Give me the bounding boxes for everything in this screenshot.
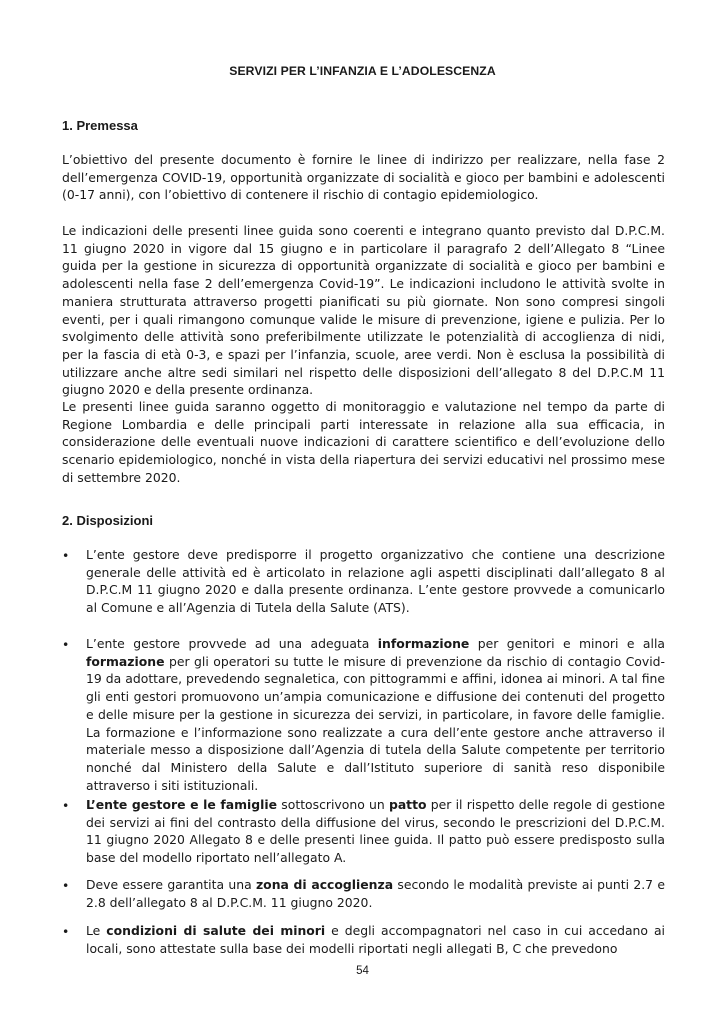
- bullet-marker: •: [62, 878, 70, 893]
- paragraph-indications: Le indicazioni delle presenti linee guida sono coerenti e integrano quanto previsto dal D.P.C.M. 11 giugno 2020 in vigore dal 15 giugno e in particolare il paragrafo 2 dell’Allegato 8 “Linee guida per la gestione in sicurezza di opportunità organizzate di socialità e gioco per bambini e adolescenti nella fase 2 dell’emergenza Covid-19”. Le indicazioni includono le attività svolte in maniera strutturata attraverso progetti pianificati su più giornate. Non sono compresi singoli eventi, per i quali rimangono comunque valide le misure di prevenzione, igiene e pulizia. Per lo svolgimento delle attività sono preferibilmente utilizzate le potenzialità di accoglienza di nidi, per la fascia di età 0-3, e spazi per l’infanzia, scuole, aree verdi. Non è esclusa la possibilità di utilizzare anche altre sedi similari nel rispetto delle disposizioni dell’allegato 8 del D.P.C.M 11 giugno 2020 e della presente ordinanza.: [62, 223, 665, 398]
- bullet-item: [62, 546, 665, 617]
- section-heading-premessa: 1. Premessa: [62, 118, 138, 133]
- bullet-marker: •: [62, 798, 70, 813]
- bullet-item: [62, 635, 665, 794]
- bullet-marker: •: [62, 548, 70, 563]
- bullet-item: [62, 876, 665, 911]
- bullet-text: L’ente gestore deve predisporre il progetto organizzativo che contiene una descrizione generale delle attività ed è articolato in relazione agli aspetti disciplinati dall’allegato 8 al D.P.C.M 11 giugno 2020 e dalla presente ordinanza. L’ente gestore provvede a comunicarlo al Comune e all’Agenzia di Tutela della Salute (ATS).: [86, 547, 665, 616]
- section-heading-disposizioni: 2. Disposizioni: [62, 513, 154, 528]
- document-title: SERVIZI PER L’INFANZIA E L’ADOLESCENZA: [229, 64, 496, 78]
- bullet-item: [62, 922, 665, 957]
- bullet-text: Deve essere garantita una zona di accoglienza secondo le modalità previste ai punti 2.7 e 2.8 dell’allegato 8 al D.P.C.M. 11 giugno 2020.: [86, 877, 665, 910]
- bullet-text: Le condizioni di salute dei minori e degli accompagnatori nel caso in cui accedano ai locali, sono attestate sulla base dei modelli riportati negli allegati B, C che prevedono: [86, 923, 665, 956]
- bullet-text: L’ente gestore e le famiglie sottoscrivono un patto per il rispetto delle regole di gestione dei servizi ai fini del contrasto della diffusione del virus, secondo le prescrizioni del D.P.C.M. 11 giugno 2020 Allegato 8 e delle presenti linee guida. Il patto può essere predisposto sulla base del modello riportato nell’allegato A.: [86, 797, 665, 866]
- paragraph-monitoring: Le presenti linee guida saranno oggetto di monitoraggio e valutazione nel tempo da parte di Regione Lombardia e delle principali parti interessate in relazione alla sua efficacia, in considerazione delle eventuali nuove indicazioni di carattere scientifico e dell’evoluzione dello scenario epidemiologico, nonché in vista della riapertura dei servizi educativi nel prossimo mese di settembre 2020.: [62, 399, 665, 485]
- bullet-marker: •: [62, 924, 70, 939]
- page-number: 54: [356, 965, 369, 977]
- bullet-text: L’ente gestore provvede ad una adeguata informazione per genitori e minori e alla formazione per gli operatori su tutte le misure di prevenzione da rischio di contagio Covid-19 da adottare, prevedendo segnaletica, con pittogrammi e affini, idonea ai minori. A tal fine gli enti gestori promuovono un’ampia comunicazione e diffusione dei contenuti del progetto e delle misure per la gestione in sicurezza dei servizi, in particolare, in favore delle famiglie. La formazione e l’informazione sono realizzate a cura dell’ente gestore anche attraverso il materiale messo a disposizione dall’Agenzia di tutela della Salute competente per territorio nonché dal Ministero della Salute e dall’Istituto superiore di sanità reso disponibile attraverso i siti istituzionali.: [86, 636, 665, 793]
- bullet-marker: •: [62, 637, 70, 652]
- paragraph-objective: L’obiettivo del presente documento è fornire le linee di indirizzo per realizzare, nella fase 2 dell’emergenza COVID-19, opportunità organizzate di socialità e gioco per bambini e adolescenti (0-17 anni), con l’obiettivo di contenere il rischio di contagio epidemiologico.: [62, 152, 665, 203]
- bullet-item: [62, 796, 665, 867]
